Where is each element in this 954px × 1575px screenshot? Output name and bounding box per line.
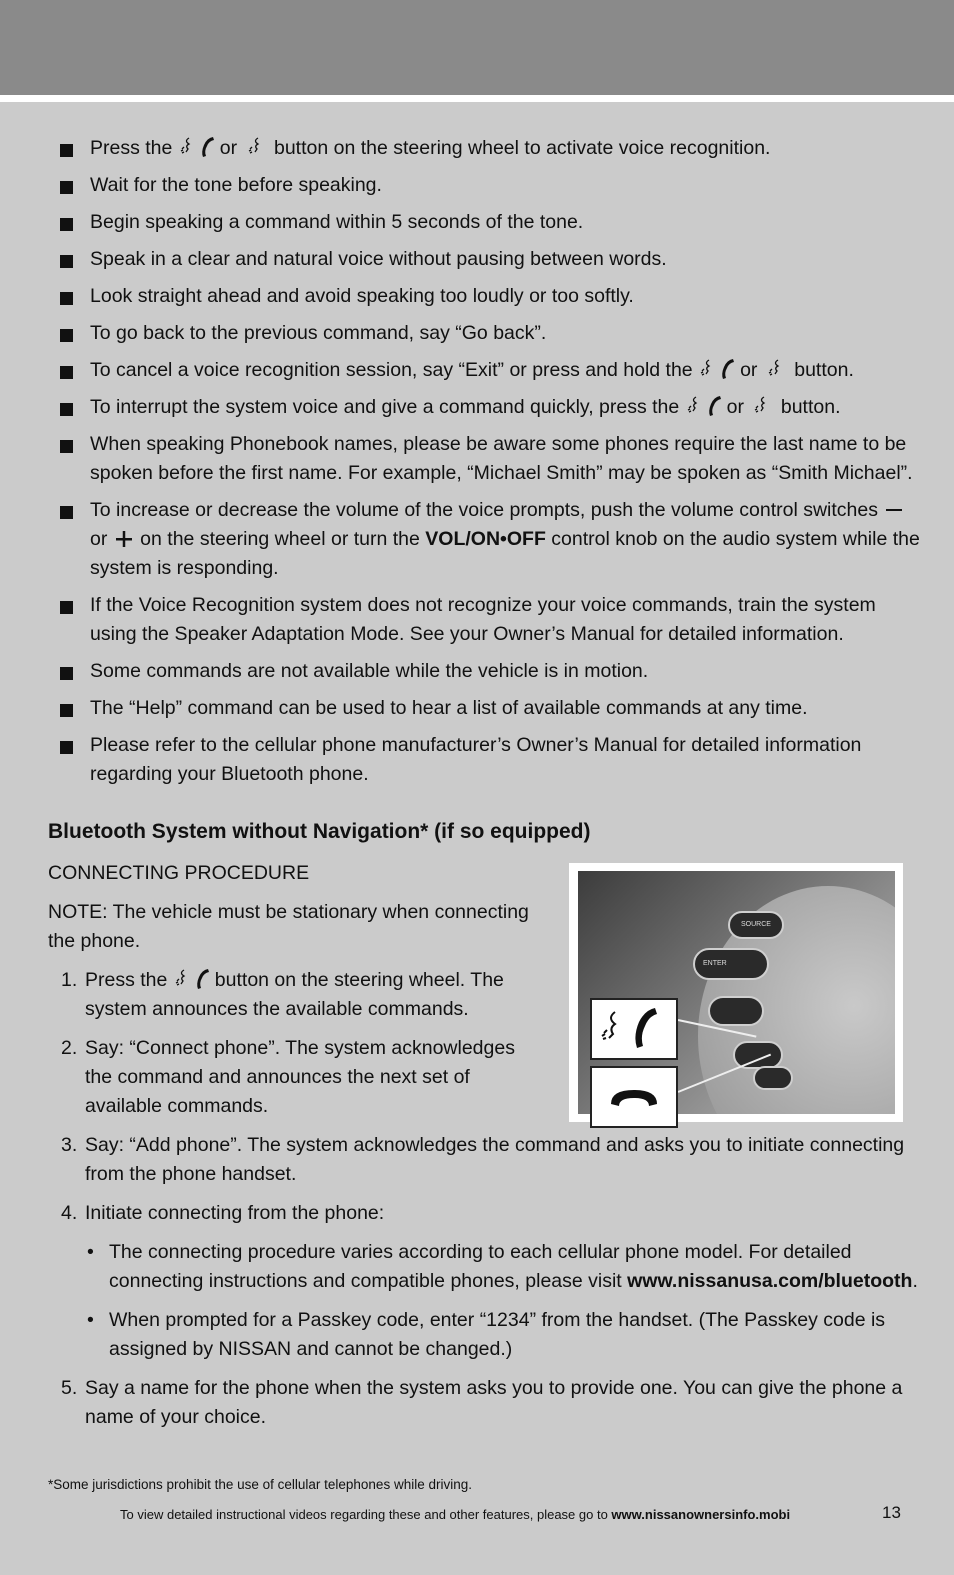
minus-icon: [884, 501, 904, 519]
header-bar: [0, 0, 954, 95]
voice-phone-icon: [597, 1000, 671, 1056]
text: To go back to the previous command, say “Go back”.: [90, 322, 547, 344]
text: Press the: [90, 137, 178, 159]
bullet-item: [60, 430, 920, 488]
voice-phone-callout: [590, 998, 678, 1060]
step-number: 1.: [61, 969, 78, 991]
text: To interrupt the system voice and give a command quickly, press the: [90, 396, 685, 418]
footer: To view detailed instructional videos regarding these and other features, please go to www.nissanownersinfo.mobi: [120, 1507, 791, 1522]
voice-phone-icon: [699, 357, 739, 379]
bullet-item: [60, 591, 920, 649]
bullet-item: [60, 731, 920, 789]
bullet-item: [60, 208, 920, 237]
bullet-item: [60, 393, 920, 422]
step-item: [48, 1374, 918, 1432]
text: Look straight ahead and avoid speaking too loudly or too softly.: [90, 285, 634, 307]
volume-button: [708, 996, 764, 1026]
voice-icon: [764, 357, 788, 379]
square-bullet-icon: [60, 440, 73, 453]
text: or: [740, 359, 763, 381]
text: The connecting procedure varies according to each cellular phone model. For detailed connecting instructions and compatible phones, please visit: [109, 1241, 852, 1292]
bold-text: VOL/ON•OFF: [425, 528, 546, 550]
bullet-item: [60, 694, 920, 723]
text: The “Help” command can be used to hear a list of available commands at any time.: [90, 697, 808, 719]
footer-link[interactable]: www.nissanownersinfo.mobi: [611, 1507, 791, 1522]
text: button on the steering wheel. The system announces the available commands.: [85, 969, 504, 1020]
text: Say: “Add phone”. The system acknowledges the command and asks you to initiate connecting from the phone handset.: [85, 1134, 905, 1185]
bullet-item: [60, 171, 920, 200]
voice-icon: [244, 135, 268, 157]
plus-icon: [114, 530, 134, 548]
text: or: [726, 396, 750, 418]
text: If the Voice Recognition system does not recognize your voice commands, train the system using the Speaker Adaptation Mode. See your Owner’s Manual for detailed information.: [90, 594, 876, 645]
header-divider: [0, 95, 954, 102]
bullet-dot: •: [87, 1241, 94, 1263]
voice-icon: [750, 394, 774, 416]
bullet-dot: •: [87, 1309, 94, 1331]
subheading: CONNECTING PROCEDURE: [48, 862, 310, 884]
step-number: 4.: [61, 1202, 78, 1224]
text: Some commands are not available while the vehicle is in motion.: [90, 660, 649, 682]
text: control knob on the audio system while the system is responding.: [90, 528, 920, 579]
text: When prompted for a Passkey code, enter “1234” from the handset. (The Passkey code is assigned by NISSAN and cannot be changed.): [109, 1309, 886, 1360]
step-item: [48, 1034, 535, 1121]
bullet-item: [60, 282, 920, 311]
square-bullet-icon: [60, 601, 73, 614]
page-number: 13: [882, 1503, 901, 1522]
text: Initiate connecting from the phone:: [85, 1202, 385, 1224]
square-bullet-icon: [60, 506, 73, 519]
step-number: 3.: [61, 1134, 78, 1156]
square-bullet-icon: [60, 403, 73, 416]
text: button.: [775, 396, 841, 418]
square-bullet-icon: [60, 181, 73, 194]
voice-phone-icon: [179, 135, 219, 157]
text: Speak in a clear and natural voice without pausing between words.: [90, 248, 667, 270]
text: button on the steering wheel to activate voice recognition.: [268, 137, 771, 159]
step-number: 2.: [61, 1037, 78, 1059]
voice-phone-icon: [174, 967, 214, 989]
sub-item: [85, 1238, 918, 1296]
square-bullet-icon: [60, 255, 73, 268]
square-bullet-icon: [60, 329, 73, 342]
text: To cancel a voice recognition session, say “Exit” or press and hold the: [90, 359, 699, 381]
hangup-button: [753, 1066, 793, 1090]
voice-tips-list: [60, 134, 920, 797]
square-bullet-icon: [60, 704, 73, 717]
phone-hangup-icon: [597, 1068, 671, 1124]
section-heading: Bluetooth System without Navigation* (if so equipped): [48, 820, 591, 843]
enter-button: ENTER: [693, 948, 769, 980]
source-button: SOURCE: [728, 911, 784, 939]
text: .: [912, 1270, 918, 1292]
bullet-item: [60, 134, 920, 163]
bullet-item: [60, 245, 920, 274]
note-text: NOTE: The vehicle must be stationary when connecting the phone.: [48, 901, 529, 952]
text: on the steering wheel or turn the: [134, 528, 426, 550]
square-bullet-icon: [60, 667, 73, 680]
text: Say a name for the phone when the system asks you to provide one. You can give the phone a name of your choice.: [85, 1377, 903, 1428]
step-number: 5.: [61, 1377, 78, 1399]
bullet-item: [60, 496, 920, 583]
voice-phone-icon: [686, 394, 726, 416]
text: Press the: [85, 969, 173, 991]
step-item: [48, 1131, 918, 1189]
text: To increase or decrease the volume of the voice prompts, push the volume control switches: [90, 499, 884, 521]
square-bullet-icon: [60, 741, 73, 754]
square-bullet-icon: [60, 292, 73, 305]
text: When speaking Phonebook names, please be aware some phones require the last name to be spoken before the first name. For example, “Michael Smith” may be spoken as “Smith Michael”.: [90, 433, 913, 484]
sub-list: [85, 1238, 918, 1364]
step-item: [48, 1199, 918, 1364]
square-bullet-icon: [60, 144, 73, 157]
bold-text: www.nissanusa.com/bluetooth: [627, 1270, 913, 1292]
bullet-item: [60, 356, 920, 385]
text: or: [219, 137, 243, 159]
sub-item: [85, 1306, 918, 1364]
bullet-item: [60, 657, 920, 686]
square-bullet-icon: [60, 218, 73, 231]
text: Begin speaking a command within 5 seconds of the tone.: [90, 211, 584, 233]
text: button.: [788, 359, 854, 381]
footnote: *Some jurisdictions prohibit the use of cellular telephones while driving.: [48, 1477, 472, 1492]
text: or: [90, 528, 113, 550]
square-bullet-icon: [60, 366, 73, 379]
text: Wait for the tone before speaking.: [90, 174, 382, 196]
hangup-callout: [590, 1066, 678, 1128]
text: Please refer to the cellular phone manufacturer’s Owner’s Manual for detailed information regarding your Bluetooth phone.: [90, 734, 862, 785]
text: Say: “Connect phone”. The system acknowledges the command and announces the next set of available commands.: [85, 1037, 515, 1117]
step-item: [48, 966, 535, 1024]
bullet-item: [60, 319, 920, 348]
